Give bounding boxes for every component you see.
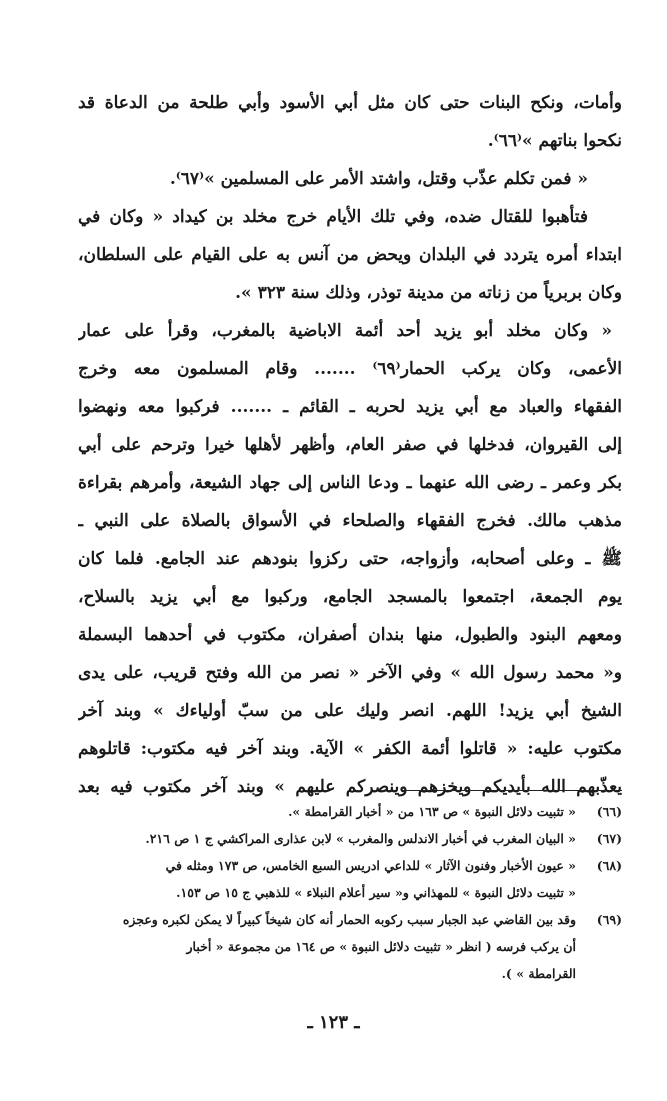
text-line: ومعهم البنود والطبول، منها بندان أصفران، مكتوب في أحدهما البسملة <box>78 625 622 645</box>
page-number: ـ ١٢٣ ـ <box>307 1012 360 1033</box>
text-line: وكان بربرياً من زناته من مدينة توذر، وذلك سنة ٣٢٣ ». <box>235 283 622 303</box>
text-line: فتأهبوا للقتال ضده، وفي تلك الأيام خرج مخلد بن كيداد « وكان في <box>78 207 588 227</box>
text-line: « وكان مخلد أبو يزيد أحد أئمة الاباضية بالمغرب، وقرأ على عمار <box>78 321 612 341</box>
text-line: الأعمى، وكان يركب الحمار⁽٦٩⁾ ....... وقام المسلمون معه وخرج <box>78 359 622 379</box>
footnote-69-continued: القرامطة » ). <box>501 966 576 981</box>
text-line: بكر وعمر ـ رضى الله عنهما ـ ودعا الناس إلى جهاد الشيعة، وأمرهم بقراءة <box>78 473 622 493</box>
text-line: الشيخ أبي يزيد! اللهم. انصر وليك على من سبّ أولياءك » وبند آخر <box>78 701 622 721</box>
text-line: ابتداء أمره يتردد في البلدان ويحض من آنس به على القيام على السلطان، <box>78 245 622 265</box>
text-line: مكتوب عليه: « قاتلوا أئمة الكفر » الآية. وبند آخر فيه مكتوب: قاتلوهم <box>78 739 622 759</box>
text-line: « فمن تكلم عذّب وقتل، واشتد الأمر على المسلمين »⁽٦٧⁾. <box>169 169 588 189</box>
text-line: نكحوا بناتهم »⁽٦٦⁾. <box>487 131 622 151</box>
footnote-number: (٦٩) <box>596 912 622 927</box>
footnotes <box>78 798 622 987</box>
footnote-text: « عيون الأخبار وفنون الآثار » للداعي ادريس السبع الخامس، ص ١٧٣ ومثله في <box>165 858 576 873</box>
footnote-67 <box>78 825 622 852</box>
footnote-69-continued: أن يركب فرسه ( انظر « تثبيت دلائل النبوة » ص ١٦٤ من مجموعة « أخبار <box>186 939 576 954</box>
footnote-separator <box>402 790 622 791</box>
main-text <box>78 84 622 806</box>
text-line: و« محمد رسول الله » وفي الآخر « نصر من الله وفتح قريب، على يدى <box>78 663 622 683</box>
footnote-number: (٦٦) <box>596 804 622 819</box>
footnote-69 <box>78 906 622 933</box>
text-line: ﷺ ـ وعلى أصحابه، وأزواجه، حتى ركزوا بنودهم عند الجامع. فلما كان <box>78 549 622 569</box>
footnote-text: وقد بين القاضي عبد الجبار سبب ركوبه الحمار أنه كان شيخاً كبيراً لا يمكن لكبره وعجزه <box>122 912 576 927</box>
footnote-text: « البيان المغرب في أخبار الاندلس والمغرب » لابن عذارى المراكشي ج ١ ص ٢١٦. <box>145 831 576 846</box>
footnote-text: « تثبيت دلائل النبوة » ص ١٦٣ من « أخبار القرامطة ». <box>288 804 576 819</box>
footnote-68 <box>78 852 622 879</box>
footnote-number: (٦٨) <box>596 858 622 873</box>
text-line: وأمات، ونكح البنات حتى كان مثل أبي الأسود وأبي طلحة من الدعاة قد <box>78 93 622 113</box>
footnote-number: (٦٧) <box>596 831 622 846</box>
footnote-68-continued: « تثبيت دلائل النبوة » للمهذاني و« سير أعلام النبلاء » للذهبي ج ١٥ ص ١٥٣. <box>176 885 576 900</box>
text-line: يوم الجمعة، اجتمعوا بالمسجد الجامع، وركبوا مع أبي يزيد بالسلاح، <box>78 587 622 607</box>
text-line: الفقهاء والعباد مع أبي يزيد لحربه ـ القائم ـ ....... فركبوا معه ونهضوا <box>78 397 622 417</box>
text-line: إلى القيروان، فدخلها في صفر العام، وأظهر لأهلها خيرا وترحم على أبي <box>78 435 622 455</box>
footnote-66 <box>78 798 622 825</box>
text-line: يعذّبهم الله بأيديكم ويخزهم وينصركم عليهم » وبند آخر مكتوب فيه بعد <box>78 777 622 797</box>
text-line: مذهب مالك. فخرج الفقهاء والصلحاء في الأسواق بالصلاة على النبي ـ <box>78 511 622 531</box>
